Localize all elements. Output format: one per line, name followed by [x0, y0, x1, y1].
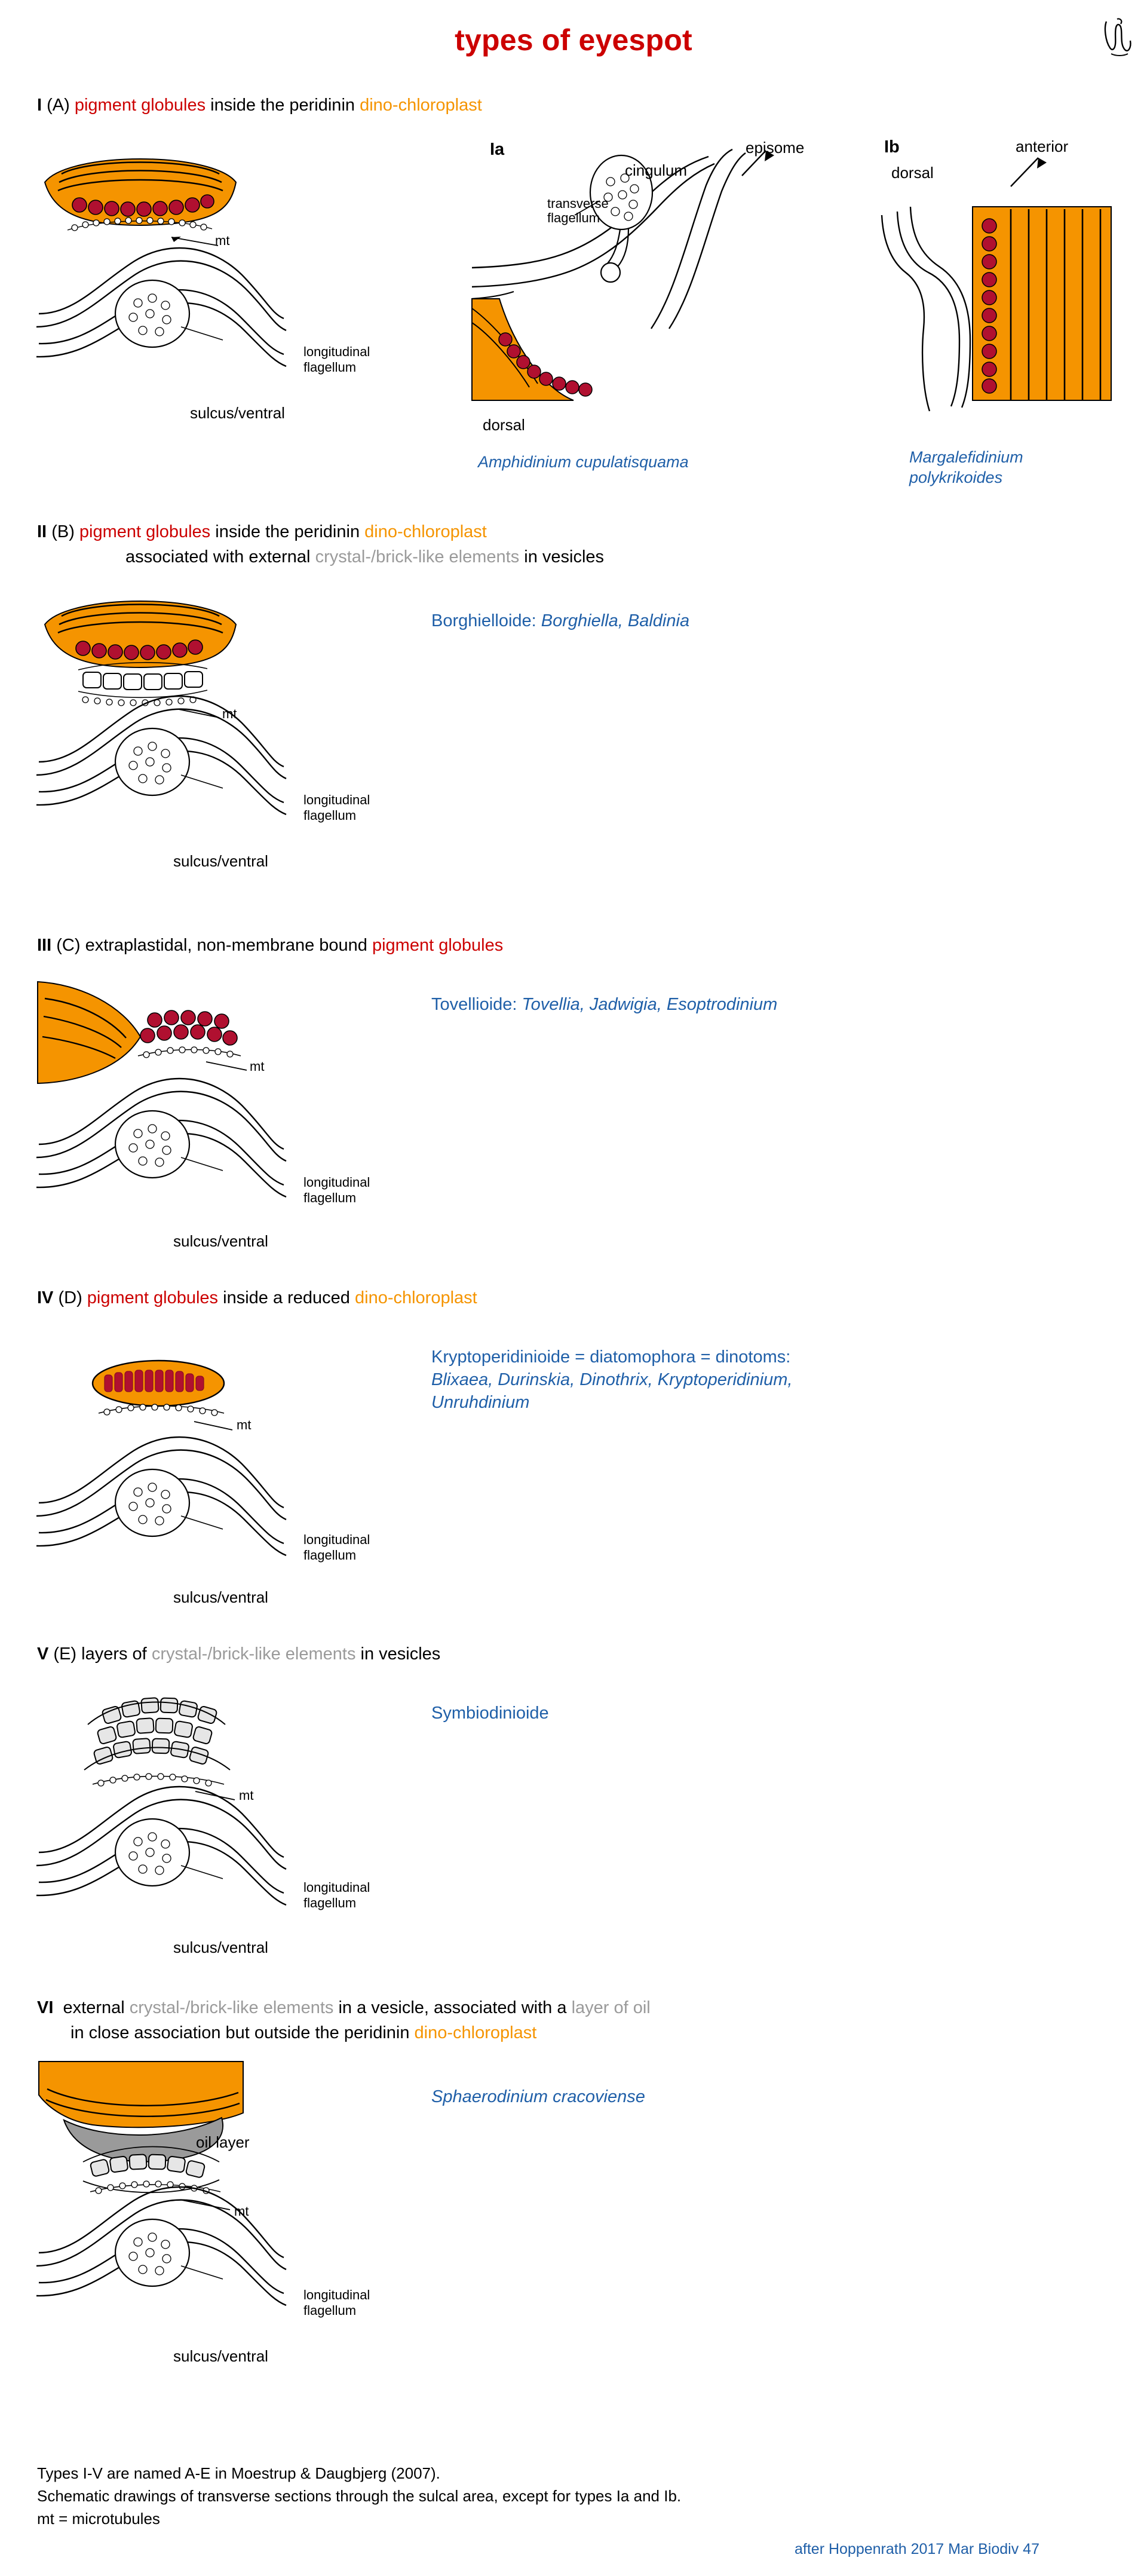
label-transverse-flagellum-Ia: flagellum	[547, 210, 600, 225]
footer-line-1: Types I-V are named A-E in Moestrup & Daugbjerg (2007).	[37, 2464, 440, 2482]
page-title: types of eyespot	[455, 23, 692, 57]
species-Ia: Amphidinium cupulatisquama	[478, 453, 689, 471]
section-V-letter: (E)	[53, 1644, 77, 1664]
section-III-letter: (C)	[56, 936, 81, 955]
source-credit: after Hoppenrath 2017 Mar Biodiv 47	[795, 2541, 1039, 2557]
label-mt-III: mt	[250, 1059, 265, 1074]
section-IV-letter: (D)	[58, 1288, 82, 1307]
label-sulcus-V: sulcus/ventral	[173, 1938, 268, 1956]
taxa-VI-name: Sphaerodinium cracoviense	[431, 2087, 645, 2106]
label-transverse-Ia: transverse	[547, 196, 609, 211]
taxa-II	[431, 609, 689, 632]
section-I-head-part-1: inside the peridinin	[206, 96, 360, 115]
taxa-III-prefix: Tovellioide:	[431, 995, 522, 1014]
section-III-head-part-1: pigment globules	[372, 936, 504, 955]
taxa-IV	[431, 1346, 792, 1414]
label-flagellum-VI: flagellum	[303, 2303, 357, 2318]
section-II-head2-part-1: crystal-/brick-like elements	[315, 547, 520, 566]
label-longitudinal-II: longitudinal	[303, 792, 370, 807]
section-V-roman: V	[37, 1644, 49, 1664]
section-V-head-part-2: in vesicles	[355, 1644, 441, 1664]
label-sulcus-I: sulcus/ventral	[190, 404, 285, 422]
section-I-heading	[37, 93, 482, 117]
diagram-type-I	[33, 134, 415, 415]
section-III-head-part-0: extraplastidal, non-membrane bound	[85, 936, 372, 955]
section-I-letter: (A)	[47, 96, 70, 115]
label-longitudinal-VI: longitudinal	[303, 2287, 370, 2302]
label-dorsal-Ia: dorsal	[483, 416, 525, 434]
section-VI-head-part-1: crystal-/brick-like elements	[129, 1998, 334, 2017]
section-II-head-part-0: pigment globules	[79, 522, 211, 541]
diagram-type-II	[33, 583, 415, 863]
label-longitudinal-I: longitudinal	[303, 344, 370, 359]
section-V-head-part-0: layers of	[81, 1644, 152, 1664]
footer-line-2: Schematic drawings of transverse sections through the sulcal area, except for types Ia and Ib.	[37, 2487, 682, 2505]
taxa-III-names: Tovellia, Jadwigia, Esoptrodinium	[522, 995, 778, 1014]
label-sulcus-III: sulcus/ventral	[173, 1232, 268, 1250]
section-IV-head-part-0: pigment globules	[87, 1288, 219, 1307]
section-III-roman: III	[37, 936, 52, 955]
section-VI-heading	[37, 1996, 651, 2020]
section-I-roman: I	[37, 96, 42, 115]
diagram-type-VI	[33, 2056, 415, 2354]
diagram-type-IV	[33, 1324, 415, 1604]
taxa-V-name: Symbiodinioide	[431, 1704, 549, 1723]
diagram-type-Ia	[472, 149, 842, 424]
section-Ib-roman: Ib	[884, 137, 900, 157]
label-flagellum-II: flagellum	[303, 808, 357, 823]
label-anterior-Ib: anterior	[1016, 137, 1069, 155]
diagram-type-Ib	[872, 149, 1123, 412]
label-oil-layer-VI: oil layer	[196, 2133, 250, 2151]
label-sulcus-VI: sulcus/ventral	[173, 2347, 268, 2365]
section-VI-heading-line2	[70, 2021, 536, 2045]
label-longitudinal-IV: longitudinal	[303, 1532, 370, 1547]
section-V-head-part-1: crystal-/brick-like elements	[151, 1644, 356, 1664]
label-flagellum-V: flagellum	[303, 1895, 357, 1910]
label-cingulum-Ia: cingulum	[625, 161, 688, 179]
taxa-V	[431, 1702, 549, 1725]
label-flagellum-I: flagellum	[303, 360, 357, 375]
taxa-VI	[431, 2085, 645, 2108]
taxa-IV-line3: Unruhdinium	[431, 1393, 530, 1412]
label-mt-II: mt	[222, 706, 237, 721]
footer-line-3: mt = microtubules	[37, 2510, 160, 2528]
label-flagellum-III: flagellum	[303, 1190, 357, 1205]
section-IV-heading	[37, 1286, 477, 1310]
taxa-II-prefix: Borghielloide:	[431, 611, 541, 630]
section-II-heading	[37, 520, 487, 544]
section-II-head2-part-2: in vesicles	[519, 547, 605, 566]
label-longitudinal-III: longitudinal	[303, 1175, 370, 1190]
section-II-roman: II	[37, 522, 47, 541]
section-II-head-part-2: dino-chloroplast	[364, 522, 487, 541]
diagram-type-V	[33, 1673, 415, 1954]
label-sulcus-II: sulcus/ventral	[173, 852, 268, 870]
section-I-head-part-2: dino-chloroplast	[360, 96, 482, 115]
label-mt-VI: mt	[234, 2204, 249, 2219]
label-sulcus-IV: sulcus/ventral	[173, 1588, 268, 1606]
label-mt-IV: mt	[237, 1417, 252, 1432]
label-longitudinal-V: longitudinal	[303, 1880, 370, 1895]
section-VI-head2-part-0: in close association but outside the peridinin	[70, 2023, 415, 2042]
section-II-letter: (B)	[51, 522, 75, 541]
section-Ia-roman: Ia	[490, 140, 505, 159]
section-VI-head-part-2: in a vesicle, associated with a	[333, 1998, 572, 2017]
section-VI-roman: VI	[37, 1998, 54, 2017]
footer-notes	[37, 2462, 681, 2530]
section-VI-head-part-0: external	[63, 1998, 130, 2017]
section-V-heading	[37, 1642, 440, 1666]
section-II-heading-line2	[125, 545, 604, 569]
section-IV-head-part-2: dino-chloroplast	[355, 1288, 477, 1307]
section-I-head-part-0: pigment globules	[74, 96, 206, 115]
taxa-IV-line1: Kryptoperidinioide = diatomophora = dinotoms:	[431, 1347, 791, 1367]
taxa-IV-line2: Blixaea, Durinskia, Dinothrix, Kryptoperidinium,	[431, 1370, 793, 1389]
handwritten-monogram-icon	[1099, 17, 1135, 59]
section-IV-roman: IV	[37, 1288, 54, 1307]
taxa-III	[431, 993, 777, 1016]
section-III-heading	[37, 933, 503, 957]
section-IV-head-part-1: inside a reduced	[218, 1288, 355, 1307]
species-Ib-line2: polykrikoides	[909, 468, 1003, 486]
taxa-II-names: Borghiella, Baldinia	[541, 611, 690, 630]
label-dorsal-Ib: dorsal	[891, 164, 934, 182]
label-mt-V: mt	[239, 1788, 254, 1803]
label-episome-Ia: episome	[746, 139, 805, 157]
section-VI-head2-part-1: dino-chloroplast	[414, 2023, 537, 2042]
species-Ib-line1: Margalefidinium	[909, 448, 1023, 466]
label-flagellum-IV: flagellum	[303, 1548, 357, 1563]
section-II-head2-part-0: associated with external	[125, 547, 315, 566]
diagram-type-III	[33, 965, 415, 1246]
section-II-head-part-1: inside the peridinin	[210, 522, 365, 541]
label-mt-I: mt	[215, 233, 230, 248]
section-VI-head-part-3: layer of oil	[571, 1998, 651, 2017]
